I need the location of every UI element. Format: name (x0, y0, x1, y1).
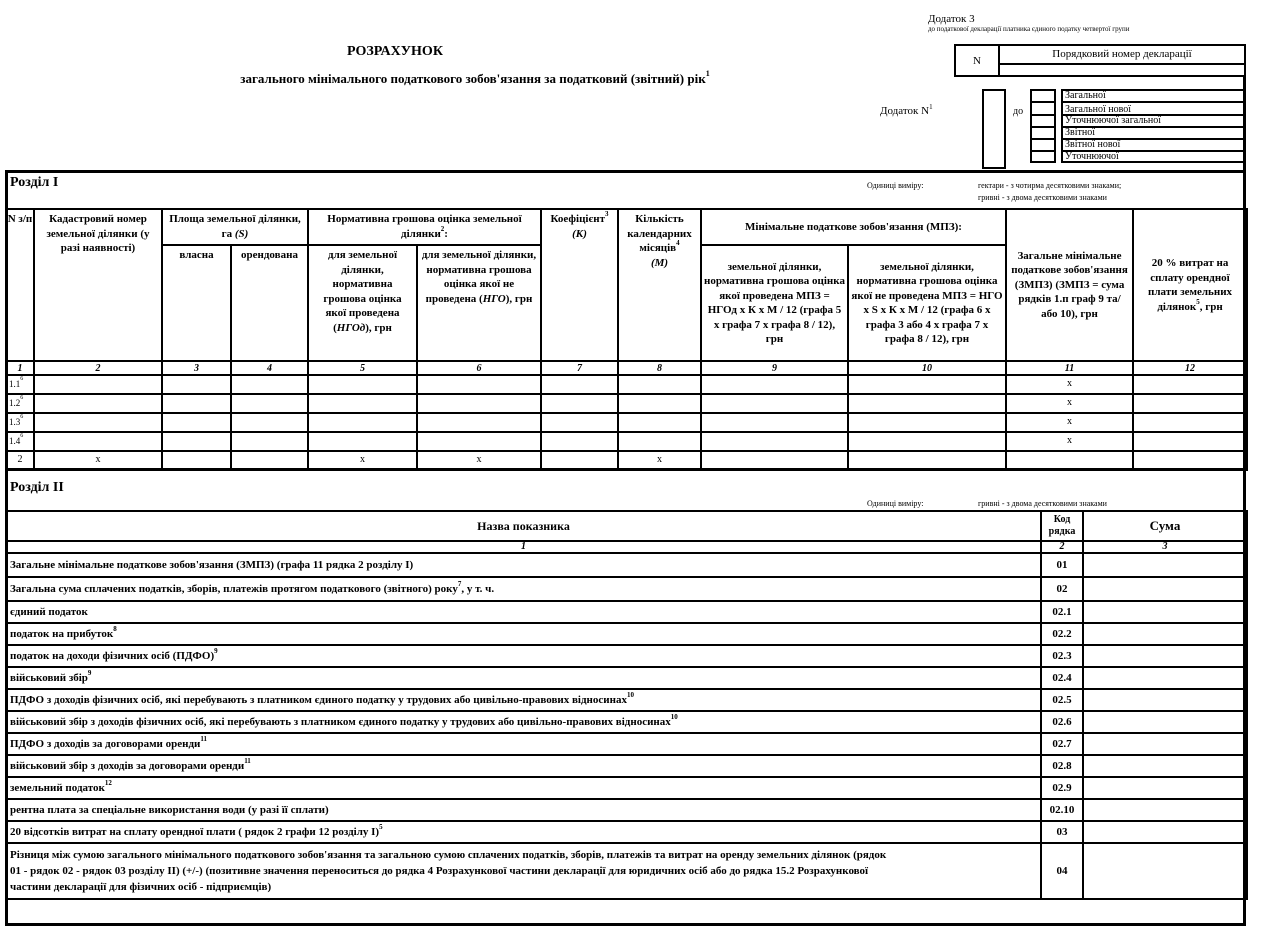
row-number-text: 1.2 (9, 398, 21, 409)
table-cell-col-9[interactable] (701, 394, 848, 413)
column-number: 4 (231, 361, 308, 375)
indicator-row (6, 623, 1247, 645)
column-number: 8 (618, 361, 701, 375)
header-months (618, 209, 701, 361)
column-number: 7 (541, 361, 618, 375)
table-cell-col-5[interactable] (308, 394, 417, 413)
row-code: 04 (1041, 843, 1083, 899)
column-number: 2 (34, 361, 162, 375)
section-1-units-hectares: гектари - з чотирма десятковими знаками; (978, 181, 1122, 190)
table-cell-col-7[interactable] (541, 394, 618, 413)
indicator-name-text: військовий збір з доходів за договорами оренди (10, 760, 245, 772)
header-mpz-done: земельної ділянки, нормативна грошова оцінка якої проведена МПЗ = НГОд х К х М / 12 (графа 5 х графа 7 х графа 8 / 12), грн (701, 245, 848, 361)
section-2-units-label: Одиниці виміру: (867, 499, 924, 508)
rent-20pct-unit: , грн (1199, 300, 1223, 313)
indicator-row (6, 733, 1247, 755)
indicator-name (6, 777, 1041, 799)
table-cell-col-12[interactable] (1133, 413, 1247, 432)
sum-field[interactable] (1083, 553, 1247, 577)
column-number: 1 (6, 361, 34, 375)
table-cell-col-3[interactable] (162, 432, 231, 451)
indicator-name-text: ПДФО з доходів за договорами оренди (10, 738, 201, 750)
area-group-var: (S) (234, 227, 249, 240)
table-cell-col-6[interactable] (417, 375, 541, 394)
declaration-type-checkbox-general-new[interactable] (1030, 101, 1056, 113)
table-cell-col-3[interactable] (162, 413, 231, 432)
table-cell-col-11[interactable]: x (1006, 413, 1133, 432)
row-number: 2 (6, 451, 34, 470)
indicator-name (6, 733, 1041, 755)
column-number: 10 (848, 361, 1006, 375)
indicator-row (6, 711, 1247, 733)
table-row (6, 394, 1247, 413)
row-code: 02 (1041, 577, 1083, 601)
header-area-group (162, 209, 308, 245)
indicator-name-text: Різниця між сумою загального мінімального податкового зобов'язання та загальною сумою сплачених податків, зборів, платежів та витрат на оренду земельних ділянок (рядок 01 - рядок 02 - рядок 03 розділу II) (+/-) (позитивне значення переноситься до рядка 4 Розрахункової частини декларації для юридичних осіб або до рядка 15.2 Розрахункової частини декларації для фізичних осіб - підприємців) (10, 849, 887, 893)
subtitle-text: загального мінімального податкового зобов'язання за податковий (звітний) рік (240, 71, 706, 86)
row-code: 02.9 (1041, 777, 1083, 799)
ngo-not-done-var: НГО (482, 292, 506, 305)
section-2-title: Розділ II (10, 480, 64, 495)
section-1-table (5, 208, 1248, 471)
appendix-sublabel: до податкової декларації платника єдиного податку четвертої групи (928, 25, 1130, 33)
table-cell-col-11[interactable]: x (1006, 394, 1133, 413)
indicator-name (6, 821, 1041, 843)
table-cell-col-6[interactable] (417, 413, 541, 432)
table-cell-col-5[interactable] (308, 413, 417, 432)
row-number-text: 1.1 (9, 379, 21, 390)
header-area-own: власна (162, 245, 231, 361)
header-mpz-group: Мінімальне податкове зобов'язання (МПЗ): (701, 209, 1006, 245)
section-2-units-hryvnia: гривні - з двома десятковими знаками (978, 499, 1107, 508)
row-code: 02.8 (1041, 755, 1083, 777)
header-rent-20pct (1133, 209, 1247, 361)
indicator-name-text: Загальна сума сплачених податків, зборів, платежів протягом податкового (звітного) року (10, 583, 458, 595)
table-cell-col-12[interactable] (1133, 394, 1247, 413)
ngo-not-done-unit: ), грн (505, 292, 533, 305)
column-number: 3 (162, 361, 231, 375)
sum-field[interactable] (1083, 799, 1247, 821)
declaration-number-label: Порядковий номер декларації (1000, 46, 1244, 65)
row-code: 02.2 (1041, 623, 1083, 645)
header-row-code: Код рядка (1041, 511, 1083, 541)
indicator-footnote: 9 (87, 669, 92, 677)
table-cell-col-9[interactable] (701, 375, 848, 394)
column-number: 3 (1083, 541, 1247, 553)
table-cell-col-8[interactable] (618, 375, 701, 394)
indicator-row (6, 553, 1247, 577)
table-cell-col-3[interactable] (162, 394, 231, 413)
declaration-type-label: Уточнюючої (1061, 150, 1246, 162)
table-cell-col-5[interactable] (308, 432, 417, 451)
to-label: до (1013, 106, 1024, 117)
section-2-table (5, 510, 1248, 900)
header-indicator-name: Назва показника (6, 511, 1041, 541)
declaration-type-checkboxes (1030, 89, 1056, 163)
indicator-row (6, 667, 1247, 689)
indicator-name (6, 799, 1041, 821)
indicator-name-text: податок на доходи фізичних осіб (ПДФО) (10, 650, 215, 662)
row-number-footnote: 6 (20, 395, 24, 402)
table-row (6, 375, 1247, 394)
indicator-footnote: 8 (113, 625, 117, 633)
indicator-row (6, 843, 1247, 899)
row-number-footnote: 6 (20, 433, 24, 440)
declaration-type-label: Звітної (1061, 126, 1246, 138)
ngo-not-done-text: для земельної ділянки, нормативна грошова оцінка якої не проведена ( (421, 249, 537, 305)
indicator-name-text: рентна плата за спеціальне використання води (у разі її сплати) (10, 804, 329, 816)
sum-field[interactable] (1083, 689, 1247, 711)
sum-field[interactable] (1083, 645, 1247, 667)
declaration-type-checkbox-reporting[interactable] (1030, 126, 1056, 138)
declaration-type-checkbox-general[interactable] (1030, 89, 1056, 101)
row-number (6, 432, 34, 451)
indicator-name (6, 755, 1041, 777)
row-number (6, 394, 34, 413)
declaration-number-field[interactable] (1000, 65, 1244, 75)
table-cell-col-11[interactable]: x (1006, 432, 1133, 451)
indicator-name (6, 577, 1041, 601)
sum-field[interactable] (1083, 821, 1247, 843)
sum-field[interactable] (1083, 777, 1247, 799)
table-cell-col-12[interactable] (1133, 432, 1247, 451)
row-number-footnote: 6 (20, 376, 24, 383)
coefficient-footnote: 3 (605, 210, 609, 218)
header-total-mpz: Загальне мінімальне податкове зобов'язання (ЗМПЗ) (ЗМПЗ = сума рядків 1.п граф 9 та/або 10), грн (1006, 209, 1133, 361)
sum-field[interactable] (1083, 667, 1247, 689)
table-cell-col-10[interactable] (848, 413, 1006, 432)
table-cell-col-2[interactable] (34, 432, 162, 451)
header-ngo-group (308, 209, 541, 245)
row-code: 01 (1041, 553, 1083, 577)
table-cell-col-2[interactable] (34, 375, 162, 394)
table-cell-col-9[interactable] (701, 432, 848, 451)
indicator-name-text: військовий збір з доходів фізичних осіб, які перебувають з платником єдиного податку у трудових або цивільно-правових відносинах (10, 716, 671, 728)
indicator-footnote: 10 (626, 691, 634, 699)
table-cell-col-6[interactable] (417, 394, 541, 413)
appendix-n-label (880, 105, 933, 117)
rent-20pct-footnote: 5 (1196, 297, 1200, 306)
table-cell-col-6[interactable] (417, 432, 541, 451)
total-cell-col-2[interactable]: x (34, 451, 162, 470)
row-code: 02.1 (1041, 601, 1083, 623)
table-row (6, 413, 1247, 432)
indicator-name (6, 623, 1041, 645)
row-code: 02.10 (1041, 799, 1083, 821)
row-code: 03 (1041, 821, 1083, 843)
row-number (6, 375, 34, 394)
indicator-row (6, 645, 1247, 667)
coefficient-text: Коефіцієнт (550, 213, 605, 225)
declaration-type-checkbox-clarifying[interactable] (1030, 150, 1056, 162)
row-number (6, 413, 34, 432)
indicator-row (6, 577, 1247, 601)
header-coefficient (541, 209, 618, 361)
table-cell-col-4[interactable] (231, 432, 308, 451)
table-cell-col-7[interactable] (541, 375, 618, 394)
table-cell-col-11[interactable]: x (1006, 375, 1133, 394)
indicator-name (6, 711, 1041, 733)
declaration-type-checkbox-reporting-new[interactable] (1030, 138, 1056, 150)
appendix-n-field[interactable] (982, 89, 1006, 169)
indicator-name (6, 601, 1041, 623)
column-number: 1 (6, 541, 1041, 553)
table-cell-col-12[interactable] (1133, 375, 1247, 394)
indicator-name-text: земельний податок (10, 782, 105, 794)
header-ngo-done (308, 245, 417, 361)
indicator-name-suffix: , у т. ч. (461, 583, 495, 595)
section-1-title: Розділ I (10, 175, 59, 190)
total-cell-col-6[interactable]: x (417, 451, 541, 470)
indicator-footnote: 10 (670, 713, 678, 721)
header-cadastral-number: Кадастровий номер земельної ділянки (у разі наявності) (34, 209, 162, 361)
document-title: РОЗРАХУНОК (347, 44, 443, 59)
row-number-text: 1.3 (9, 417, 21, 428)
row-code: 02.6 (1041, 711, 1083, 733)
ngo-done-unit: ), грн (365, 321, 392, 334)
ngo-done-text: для земельної ділянки, нормативна грошова оцінка якої проведена ( (323, 249, 402, 334)
table-cell-col-9[interactable] (701, 413, 848, 432)
indicator-name-text: ПДФО з доходів фізичних осіб, які перебувають з платником єдиного податку у трудових або цивільно-правових відносинах (10, 694, 627, 706)
table-row (6, 432, 1247, 451)
indicator-name-text: податок на прибуток (10, 628, 114, 640)
indicator-footnote: 5 (379, 823, 383, 831)
indicator-footnote: 9 (214, 647, 218, 655)
table-cell-col-8[interactable] (618, 432, 701, 451)
table-cell-col-10[interactable] (848, 432, 1006, 451)
indicator-name-text: єдиний податок (10, 606, 88, 618)
indicator-name (6, 667, 1041, 689)
indicator-name (6, 645, 1041, 667)
coefficient-var: (К) (572, 227, 587, 240)
ngo-done-var: НГОд (336, 321, 366, 334)
indicator-row (6, 689, 1247, 711)
row-code: 02.4 (1041, 667, 1083, 689)
months-text: Кількість календарних місяців (627, 213, 692, 254)
sum-field[interactable] (1083, 623, 1247, 645)
indicator-name-text: Загальне мінімальне податкове зобов'язання (ЗМПЗ) (графа 11 рядка 2 розділу I) (10, 559, 414, 571)
months-footnote: 4 (676, 239, 680, 247)
total-cell-col-5[interactable]: x (308, 451, 417, 470)
indicator-footnote: 11 (244, 757, 251, 765)
table-cell-col-2[interactable] (34, 413, 162, 432)
appendix-label: Додаток 3 (928, 13, 975, 25)
rent-20pct-text: 20 % витрат на сплату орендної плати земельних ділянок (1147, 257, 1233, 313)
row-code: 02.5 (1041, 689, 1083, 711)
header-sum: Сума (1083, 511, 1247, 541)
row-code: 02.7 (1041, 733, 1083, 755)
table-cell-col-8[interactable] (618, 413, 701, 432)
sum-field[interactable] (1083, 733, 1247, 755)
column-number: 2 (1041, 541, 1083, 553)
ngo-group-footnote: 2 (440, 224, 445, 233)
table-cell-col-10[interactable] (848, 375, 1006, 394)
indicator-name-text: військовий збір (10, 672, 88, 684)
column-number: 6 (417, 361, 541, 375)
months-var: (М) (650, 256, 669, 269)
header-row-number: N з/п (6, 209, 34, 361)
indicator-row (6, 755, 1247, 777)
area-group-text: Площа земельної ділянки, га (169, 213, 301, 240)
column-number: 5 (308, 361, 417, 375)
indicator-row (6, 777, 1247, 799)
table-cell-col-4[interactable] (231, 413, 308, 432)
column-number: 11 (1006, 361, 1133, 375)
declaration-number-box (954, 44, 1246, 77)
declaration-type-label: Уточнюючої загальної (1061, 114, 1246, 126)
declaration-type-labels (1061, 89, 1246, 163)
table-cell-col-10[interactable] (848, 394, 1006, 413)
section-1-units-hryvnia: гривні - з двома десятковими знаками (978, 193, 1107, 202)
table-cell-col-5[interactable] (308, 375, 417, 394)
column-number: 9 (701, 361, 848, 375)
sum-field[interactable] (1083, 601, 1247, 623)
row-code: 02.3 (1041, 645, 1083, 667)
declaration-type-checkbox-clarifying-general[interactable] (1030, 114, 1056, 126)
declaration-type-label: Звітної нової (1061, 138, 1246, 150)
ngo-group-text: Нормативна грошова оцінка земельної ділянки (327, 213, 522, 240)
indicator-footnote: 7 (457, 580, 462, 588)
declaration-type-label: Загальної (1061, 89, 1246, 101)
table-cell-col-7[interactable] (541, 413, 618, 432)
sum-field[interactable] (1083, 843, 1247, 899)
header-ngo-not-done (417, 245, 541, 361)
sum-field[interactable] (1083, 711, 1247, 733)
appendix-n-footnote: 1 (929, 103, 933, 111)
indicator-footnote: 12 (104, 779, 112, 787)
sum-field[interactable] (1083, 755, 1247, 777)
subtitle-footnote: 1 (705, 69, 710, 78)
table-cell-col-3[interactable] (162, 375, 231, 394)
declaration-n-label: N (956, 46, 1000, 75)
indicator-name (6, 689, 1041, 711)
indicator-footnote: 11 (200, 735, 208, 743)
header-area-leased: орендована (231, 245, 308, 361)
table-cell-col-4[interactable] (231, 375, 308, 394)
indicator-name (6, 843, 1041, 899)
row-number-text: 1.4 (9, 436, 21, 447)
sum-field[interactable] (1083, 577, 1247, 601)
ngo-group-end: : (444, 227, 448, 240)
indicator-row (6, 601, 1247, 623)
row-number-footnote: 6 (20, 414, 24, 421)
declaration-type-label: Загальної нової (1061, 101, 1246, 113)
table-cell-col-7[interactable] (541, 432, 618, 451)
indicator-name-text: 20 відсотків витрат на сплату орендної плати ( рядок 2 графи 12 розділу I) (10, 826, 380, 838)
column-number: 12 (1133, 361, 1247, 375)
indicator-row (6, 821, 1247, 843)
indicator-row (6, 799, 1247, 821)
table-cell-col-2[interactable] (34, 394, 162, 413)
section-1-units-label: Одиниці виміру: (867, 181, 924, 190)
table-cell-col-8[interactable] (618, 394, 701, 413)
document-subtitle (0, 71, 950, 87)
table-cell-col-4[interactable] (231, 394, 308, 413)
indicator-name (6, 553, 1041, 577)
header-mpz-not-done: земельної ділянки, нормативна грошова оцінка якої не проведена МПЗ = НГО х S х К х М / 12 (графа 6 х графа 3 або 4 х графа 7 х графа 8 / 12), грн (848, 245, 1006, 361)
appendix-n-text: Додаток N (880, 105, 930, 117)
total-cell-col-8[interactable]: x (618, 451, 701, 470)
